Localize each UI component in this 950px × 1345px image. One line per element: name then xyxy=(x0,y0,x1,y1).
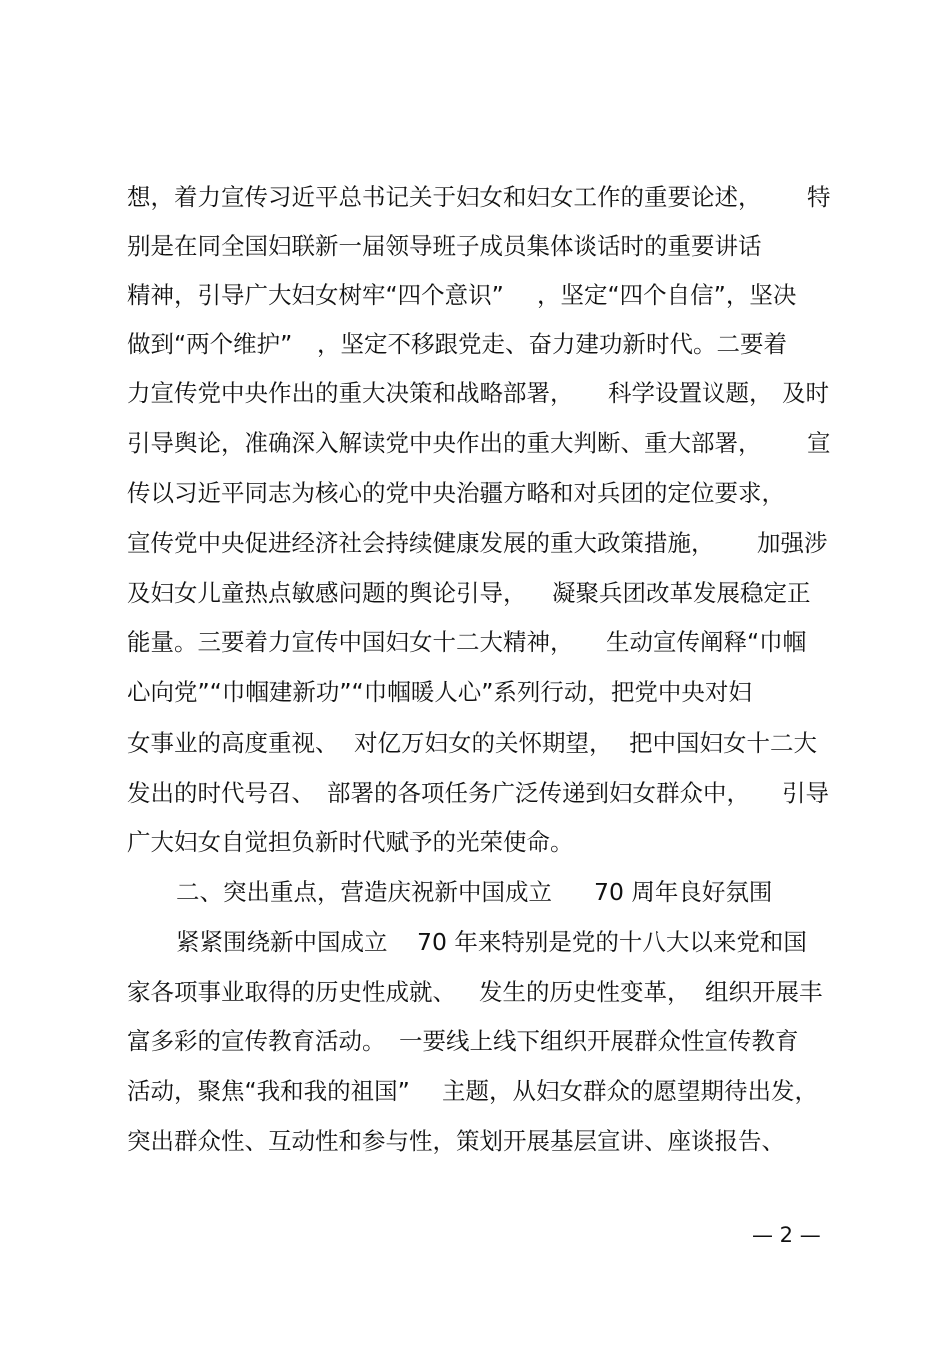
text-segment: 科学设置议题， xyxy=(608,379,773,407)
text-segment: 别是在同全国妇联新一届领导班子成员集体谈话时的重要讲话 xyxy=(127,232,762,260)
page-number: — 2 — xyxy=(752,1223,821,1247)
text-segment: 特 xyxy=(807,183,831,211)
text-segment: 精神，引导广大妇女树牢“四个意识” xyxy=(127,281,504,309)
text-segment: 主题，从妇女群众的愿望期待出发， xyxy=(442,1077,818,1105)
text-line xyxy=(127,476,832,510)
text-line xyxy=(127,1124,832,1158)
text-line xyxy=(127,426,832,460)
text-segment: 一要线上线下组织开展群众性宣传教育 xyxy=(399,1027,799,1055)
text-segment: 富多彩的宣传教育活动。 xyxy=(127,1027,386,1055)
text-line xyxy=(127,726,832,760)
text-segment: ，坚定“四个自信”，坚决 xyxy=(537,281,797,309)
text-line xyxy=(127,825,832,859)
text-segment: 生动宣传阐释“巾帼 xyxy=(606,628,807,656)
text-segment: 及时 xyxy=(782,379,829,407)
text-segment: 力宣传党中央作出的重大决策和战略部署， xyxy=(127,379,574,407)
text-segment: 紧紧围绕新中国成立 xyxy=(176,928,388,956)
text-segment: 宣 xyxy=(807,429,831,457)
text-line xyxy=(127,526,832,560)
text-line xyxy=(127,327,832,361)
text-segment: 对亿万妇女的关怀期望， xyxy=(354,729,613,757)
text-line xyxy=(127,625,832,659)
text-segment: 引导 xyxy=(782,779,829,807)
text-segment: 能量。三要着力宣传中国妇女十二大精神， xyxy=(127,628,574,656)
text-segment: 及妇女儿童热点敏感问题的舆论引导， xyxy=(127,579,527,607)
text-segment: 发出的时代号召、 xyxy=(127,779,315,807)
text-line xyxy=(127,376,832,410)
text-segment: 把中国妇女十二大 xyxy=(629,729,817,757)
text-segment: 活动，聚焦“我和我的祖国” xyxy=(127,1077,410,1105)
text-line xyxy=(127,925,832,959)
text-segment: 凝聚兵团改革发展稳定正 xyxy=(552,579,811,607)
text-segment: 做到“两个维护” xyxy=(127,330,293,358)
text-segment: 部署的各项任务广泛传递到妇女群众中， xyxy=(327,779,750,807)
text-segment: 发生的历史性变革， xyxy=(479,978,691,1006)
text-segment: 女事业的高度重视、 xyxy=(127,729,339,757)
text-segment: 传以习近平同志为核心的党中央治疆方略和对兵团的定位要求， xyxy=(127,479,785,507)
text-segment: 加强涉 xyxy=(757,529,828,557)
text-segment: 家各项事业取得的历史性成就、 xyxy=(127,978,456,1006)
text-segment: 引导舆论，准确深入解读党中央作出的重大判断、重大部署， xyxy=(127,429,762,457)
heading-segment: 二、突出重点，营造庆祝新中国成立 xyxy=(176,878,552,906)
text-line xyxy=(127,180,832,214)
text-line xyxy=(127,1024,832,1058)
text-segment: 心向党”“巾帼建新功”“巾帼暖人心”系列行动，把党中央对妇 xyxy=(127,678,752,706)
text-line xyxy=(127,776,832,810)
text-line xyxy=(127,975,832,1009)
text-segment: 想，着力宣传习近平总书记关于妇女和妇女工作的重要论述， xyxy=(127,183,762,211)
text-line xyxy=(127,229,832,263)
section-heading xyxy=(127,875,832,909)
text-line xyxy=(127,576,832,610)
text-segment: 宣传党中央促进经济社会持续健康发展的重大政策措施， xyxy=(127,529,715,557)
text-segment: 组织开展丰 xyxy=(705,978,823,1006)
text-segment: ，坚定不移跟党走、奋力建功新时代。二要着 xyxy=(317,330,787,358)
text-line xyxy=(127,1074,832,1108)
text-line xyxy=(127,675,832,709)
text-segment: 突出群众性、互动性和参与性，策划开展基层宣讲、座谈报告、 xyxy=(127,1127,785,1155)
text-segment: 70 年来特别是党的十八大以来党和国 xyxy=(417,928,807,956)
heading-segment: 70 周年良好氛围 xyxy=(594,878,773,906)
text-segment: 广大妇女自觉担负新时代赋予的光荣使命。 xyxy=(127,828,574,856)
text-line xyxy=(127,278,832,312)
